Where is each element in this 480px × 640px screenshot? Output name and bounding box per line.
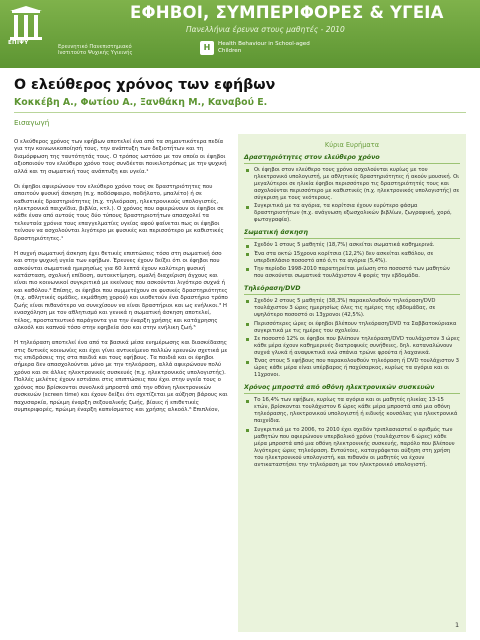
finding-text: Ένα στα οκτώ 15χρονα κορίτσια (12,2%) δεν ασκείται καθόλου, σε υπερδιπλάσιο ποσοστό από ό,τι τα αγόρια (5,4%). xyxy=(254,250,434,264)
hbsc-logo-icon: H xyxy=(200,41,214,55)
finding-text: Σε ποσοστό 12% οι έφηβοι που βλέπουν τηλεόραση/DVD τουλάχιστον 3 ώρες κάθε μέρα έχουν καθημερινές διατροφικές συνήθειες, δηλ. καταναλώνουν συχνά γλυκά ή αναψυκτικά ενώ σπάνια τρώνε φρούτα ή λαχανικά. xyxy=(254,335,460,356)
finding-text: Σχεδόν 2 στους 5 μαθητές (38,3%) παρακολουθούν τηλεόραση/DVD τουλάχιστον 3 ώρες ημερησίως όλες τις ημέρες της εβδομάδας, σε υψηλότερο ποσοστό οι 13χρονοι (42,5%). xyxy=(254,298,436,319)
finding-item xyxy=(254,321,460,335)
bullet-icon xyxy=(246,323,249,326)
findings-list xyxy=(238,242,466,280)
finding-item xyxy=(254,336,460,357)
findings-list xyxy=(238,298,466,379)
bullet-icon xyxy=(246,253,249,256)
section-divider xyxy=(244,294,460,295)
report-banner xyxy=(0,0,480,68)
finding-text: Συγκριτικά με το 2006, το 2010 έχει σχεδόν τριπλασιαστεί ο αριθμός των μαθητών που αφιερώνουν υπερβολικό χρόνο (τουλάχιστον 6 ώρες) κάθε μέρα μπροστά από μια οθόνη ηλεκτρονικής συσκευής, παρόλο που βλέπουν λιγότερες ώρες τηλεόραση. Εντούτοις, καταγράφεται αύξηση στη χρήση του ηλεκτρονικού υπολογιστή, και πιθανόν οι μαθητές να έχουν αντικαταστήσει την τηλεόραση με τον ηλεκτρονικό υπολογιστή. xyxy=(254,426,455,468)
finding-item xyxy=(254,397,460,425)
bullet-icon xyxy=(246,268,249,271)
findings-section-title: Τηλεόραση/DVD xyxy=(244,285,301,293)
intro-paragraph: Ο ελεύθερος χρόνος των εφήβων αποτελεί ένα από τα σημαντικότερα πεδία για την κοινωνικοποίησή τους, την ανάπτυξη των δεξιοτήτων και τη διαμόρφωση της ταυτότητάς τους. Ο τρόπος ωστόσο με τον οποίο οι έφηβοι αξιοποιούν τον ελεύθερο χρόνο τους συνδέεται ποικιλοτρόπως με την ψυχική αλλά και τη σωματική τους ανάπτυξη και υγεία.¹ xyxy=(14,139,227,175)
key-findings-box xyxy=(238,134,466,632)
page-number: 1 xyxy=(455,621,460,629)
article-title: Ο ελεύθερος χρόνος των εφήβων xyxy=(14,77,276,93)
finding-item xyxy=(254,167,460,202)
findings-list xyxy=(238,397,466,468)
bullet-icon xyxy=(246,169,249,172)
institute-name: Ερευνητικό Πανεπιστημιακό Ινστιτούτο Ψυχικής Υγιεινής xyxy=(58,44,133,57)
finding-text: Ένας στους 5 εφήβους που παρακολουθούν τηλεόραση ή DVD τουλάχιστον 3 ώρες κάθε μέρα είναι υπέρβαρος ή παχύσαρκος, κυρίως τα αγόρια και οι 11χρονοι. xyxy=(254,358,460,379)
findings-list xyxy=(238,167,466,224)
introduction-column xyxy=(14,118,230,633)
bullet-icon xyxy=(246,338,249,341)
key-findings-title: Κύρια Ευρήματα xyxy=(324,141,380,149)
section-divider xyxy=(244,393,460,394)
heading-divider xyxy=(14,112,466,113)
intro-paragraph: Οι έφηβοι αφιερώνουν τον ελεύθερο χρόνο τους σε δραστηριότητες που απαιτούν φυσική άσκηση (π.χ. ποδόσφαιρο, ποδήλατο, μπαλέτο) ή σε καθιστικές δραστηριότητες (π.χ. τηλεόραση, ηλεκτρονικούς υπολογιστές, ηλεκτρονικά παιχνίδια, βιβλία, κτλ.). Ο χρόνος που αφιερώνουν οι έφηβοι σε κάθε έναν από αυτούς τους δύο τύπους δραστηριοτήτων απασχολεί τα τελευταία χρόνια τους επαγγελματίες υγείας αφού φαίνεται πως οι έφηβοι τείνουν να ασχολούνται λιγότερο με φυσικές και περισσότερο με καθιστικές δραστηριότητες.¹ xyxy=(14,183,224,242)
bullet-icon xyxy=(246,361,249,364)
findings-section-title: Σωματική άσκηση xyxy=(244,229,308,237)
bullet-icon xyxy=(246,245,249,248)
finding-text: Περισσότερες ώρες οι έφηβοι βλέπουν τηλεόραση/DVD τα Σαββατοκύριακα συγκριτικά με τις ημέρες του σχολείου. xyxy=(254,320,457,334)
section-label-introduction: Εισαγωγή xyxy=(14,118,50,127)
bullet-icon xyxy=(246,429,249,432)
bullet-icon xyxy=(246,206,249,209)
report-subtitle: Πανελλήνια έρευνα στους μαθητές - 2010 xyxy=(186,25,345,34)
article-authors: Κοκκέβη Α., Φωτίου Α., Ξανθάκη Μ., Καναβού Ε. xyxy=(14,97,268,108)
finding-text: Συγκριτικά με τα αγόρια, τα κορίτσια έχουν ευρύτερο φάσμα δραστηριοτήτων (π.χ. ανάγνωση εξωσχολικών βιβλίων, ζωγραφική, χορό, φωτογραφία). xyxy=(254,203,452,224)
finding-text: Οι έφηβοι στον ελεύθερο τους χρόνο ασχολούνται κυρίως με τον ηλεκτρονικό υπολογιστή, με αθλητικές δραστηριότητες ή ακούν μουσική. Οι μεγαλύτεροι σε ηλικία έφηβοι περισσότερο τις δραστηριότητές τους και ασχολούνται περισσότερο με καθιστικές (π.χ. ηλεκτρονικός υπολογιστής) σε σύγκριση με τους νεότερους. xyxy=(254,167,460,201)
finding-item xyxy=(254,427,460,469)
finding-text: Την περίοδο 1998-2010 παρατηρείται μείωση στο ποσοστό των μαθητών που ασκούνται σωματικά τουλάχιστον 4 φορές την εβδομάδα. xyxy=(254,266,450,280)
finding-item xyxy=(254,251,460,265)
finding-item xyxy=(254,203,460,224)
bullet-icon xyxy=(246,400,249,403)
bullet-icon xyxy=(246,300,249,303)
logo-text: ΕΠΙΨΥ xyxy=(8,40,29,46)
hbsc-name: Health Behaviour in School-aged Children xyxy=(218,41,310,54)
finding-item xyxy=(254,266,460,280)
finding-text: Σχεδόν 1 στους 5 μαθητές (18,7%) ασκείται σωματικά καθημερινά. xyxy=(254,242,435,249)
finding-item xyxy=(254,298,460,319)
section-divider xyxy=(244,238,460,239)
finding-item xyxy=(254,242,460,249)
report-title: ΕΦΗΒΟΙ, ΣΥΜΠΕΡΙΦΟΡΕΣ & ΥΓΕΙΑ xyxy=(130,3,444,22)
finding-text: Το 16,4% των εφήβων, κυρίως τα αγόρια και οι μαθητές ηλικίας 13-15 ετών, βρίσκονται τουλάχιστον 6 ώρες κάθε μέρα μπροστά από μια οθόνη τηλεόρασης, ηλεκτρονικού υπολογιστή ή ειδικής κονσόλας για ηλεκτρονικά παιχνίδια. xyxy=(254,397,458,425)
findings-section-title: Δραστηριότητες στον ελεύθερο χρόνο xyxy=(244,154,380,161)
section-divider xyxy=(244,163,460,164)
intro-paragraph: Η συχνή σωματική άσκηση έχει θετικές επιπτώσεις τόσο στη σωματική όσο και στην ψυχική υγεία των εφήβων. Έρευνες έχουν δείξει ότι οι έφηβοι που ασκούνται σωματικά ημερησίως για 60 λεπτά έχουν καλύτερη φυσική κατάσταση, σχολική επίδοση, αυτοεκτίμηση, ομαλή διαχείριση άγχους και είναι πιο κοινωνικοί συγκριτικά με εκείνους που ασκούνται λιγότερο συχνά ή και καθόλου.² Επίσης, οι έφηβοι που συμμετέχουν σε φυσικές δραστηριότητες (π.χ. αθλητικές ομάδες, εκμάθηση χορού) και υιοθετούν ένα δραστήριο τρόπο ζωής είναι πιθανότερο να συνεχίσουν να είναι δραστήριοι και ως ενήλικοι.³ Η ενασχόληση με τον αθλητισμό και γενικά η σωματική άσκηση αποτελεί, τέλος, προστατευτικό παράγοντα για την έναρξη χρήσης και κατάχρησης αλκοόλ και καπνού τόσο στην εφηβεία όσο και στην ενήλικη ζωή.⁵ xyxy=(14,250,228,332)
finding-item xyxy=(254,358,460,379)
findings-section-title: Χρόνος μπροστά από οθόνη ηλεκτρονικών συσκευών xyxy=(244,384,435,392)
intro-paragraph: Η τηλεόραση αποτελεί ένα από τα βασικά μέσα ενημέρωσης και διασκέδασης στις δυτικές κοινωνίες και έχει γίνει αντικείμενο πολλών ερευνών σχετικά με τις επιδράσεις της στα παιδιά και τους εφήβους. Τα παιδιά και οι έφηβοι σήμερα δεν απασχολούνται μόνο με την τηλεόραση, αλλά αφιερώνουν πολύ χρόνο και σε άλλες ηλεκτρονικές συσκευές (π.χ. ηλεκτρονικός υπολογιστής). Πολλές μελέτες έχουν εστιάσει στις επιπτώσεις που έχει στην υγεία τους ο χρόνος που βρίσκονται συνολικά μπροστά από την οθόνη ηλεκτρονικών συσκευών (screen time) και έχουν δείξει ότι σχετίζεται με αύξηση βάρους και παχυσαρκία, πρώιμη έναρξη σεξουαλικής ζωής, βίαιες ή επιθετικές συμπεριφορές, πρώιμη έναρξη καπνίσματος και χρήσης αλκοόλ.⁶ Επιπλέον, xyxy=(14,340,228,414)
